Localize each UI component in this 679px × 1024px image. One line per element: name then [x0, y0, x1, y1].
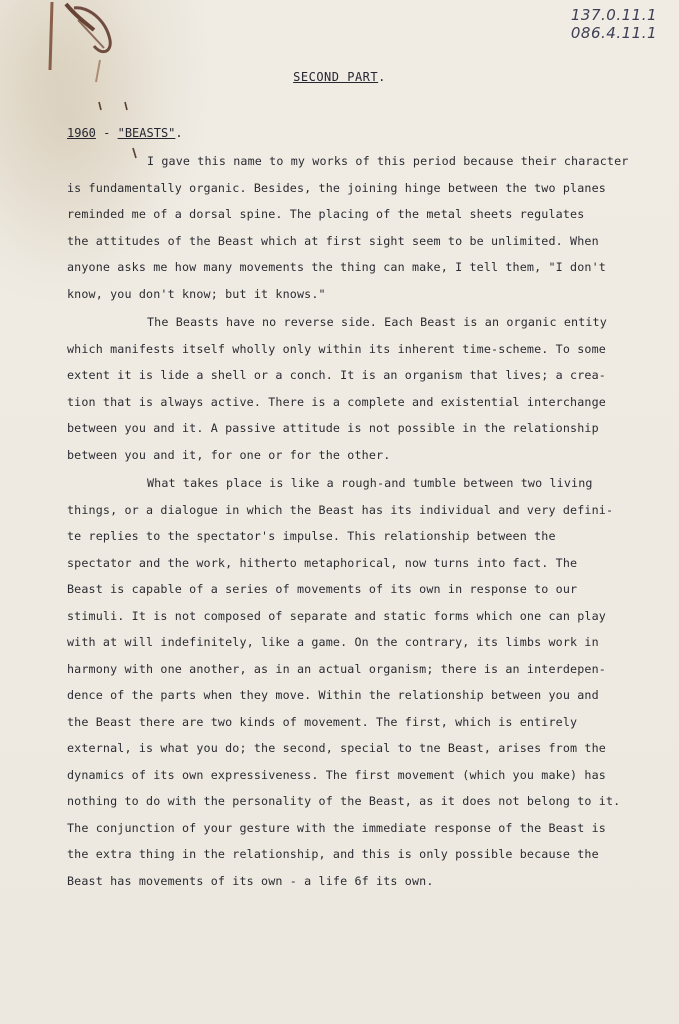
- heading-name: "BEASTS": [117, 126, 176, 140]
- text-line: with at will indefinitely, like a game. On the contrary, its limbs work in: [67, 635, 599, 649]
- text-line: I gave this name to my works of this period because their character: [147, 154, 629, 168]
- archive-reference-codes: [571, 6, 657, 42]
- text-line: What takes place is like a rough-and tumble between two living: [147, 476, 593, 490]
- text-line: tion that is always active. There is a complete and existential interchange: [67, 395, 606, 409]
- text-line: external, is what you do; the second, special to tne Beast, arises from the: [67, 741, 606, 755]
- text-line: is fundamentally organic. Besides, the joining hinge between the two planes: [67, 181, 606, 195]
- text-line: dence of the parts when they move. Within the relationship between you and: [67, 688, 599, 702]
- text-line: the extra thing in the relationship, and this is only possible because the: [67, 847, 599, 861]
- text-line: Beast has movements of its own - a life 6f its own.: [67, 874, 434, 888]
- text-line: anyone asks me how many movements the thing can make, I tell them, "I don't: [67, 260, 606, 274]
- text-line: reminded me of a dorsal spine. The placing of the metal sheets regulates: [67, 207, 585, 221]
- archive-code: 086.4.11.1: [570, 24, 657, 42]
- text-line: know, you don't know; but it knows.": [67, 287, 326, 301]
- text-line: the Beast there are two kinds of movement. The first, which is entirely: [67, 715, 578, 729]
- text-line: between you and it, for one or for the other.: [67, 448, 391, 462]
- text-line: the attitudes of the Beast which at first sight seem to be unlimited. When: [67, 234, 599, 248]
- text-line: te replies to the spectator's impulse. This relationship between the: [67, 529, 556, 543]
- text-line: Beast is capable of a series of movements of its own in response to our: [67, 582, 578, 596]
- text-line: The Beasts have no reverse side. Each Beast is an organic entity: [147, 315, 607, 329]
- text-line: things, or a dialogue in which the Beast has its individual and very defini-: [67, 503, 614, 517]
- heading-year: 1960: [67, 126, 96, 140]
- text-line: dynamics of its own expressiveness. The first movement (which you make) has: [67, 768, 606, 782]
- archive-code: 137.0.11.1: [570, 6, 657, 24]
- text-line: which manifests itself wholly only within its inherent time-scheme. To some: [67, 342, 606, 356]
- text-line: extent it is lide a shell or a conch. It is an organism that lives; a crea-: [67, 368, 606, 382]
- text-line: between you and it. A passive attitude is not possible in the relationship: [67, 421, 599, 435]
- text-line: harmony with one another, as in an actual organism; there is an interdepen-: [67, 662, 606, 676]
- text-line: The conjunction of your gesture with the immediate response of the Beast is: [67, 821, 606, 835]
- section-heading: 1960 - "BEASTS".: [67, 126, 183, 140]
- page-title: SECOND PART.: [293, 70, 386, 84]
- text-line: stimuli. It is not composed of separate and static forms which one can play: [67, 609, 606, 623]
- text-line: nothing to do with the personality of the Beast, as it does not belong to it.: [67, 794, 621, 808]
- text-line: spectator and the work, hitherto metaphorical, now turns into fact. The: [67, 556, 578, 570]
